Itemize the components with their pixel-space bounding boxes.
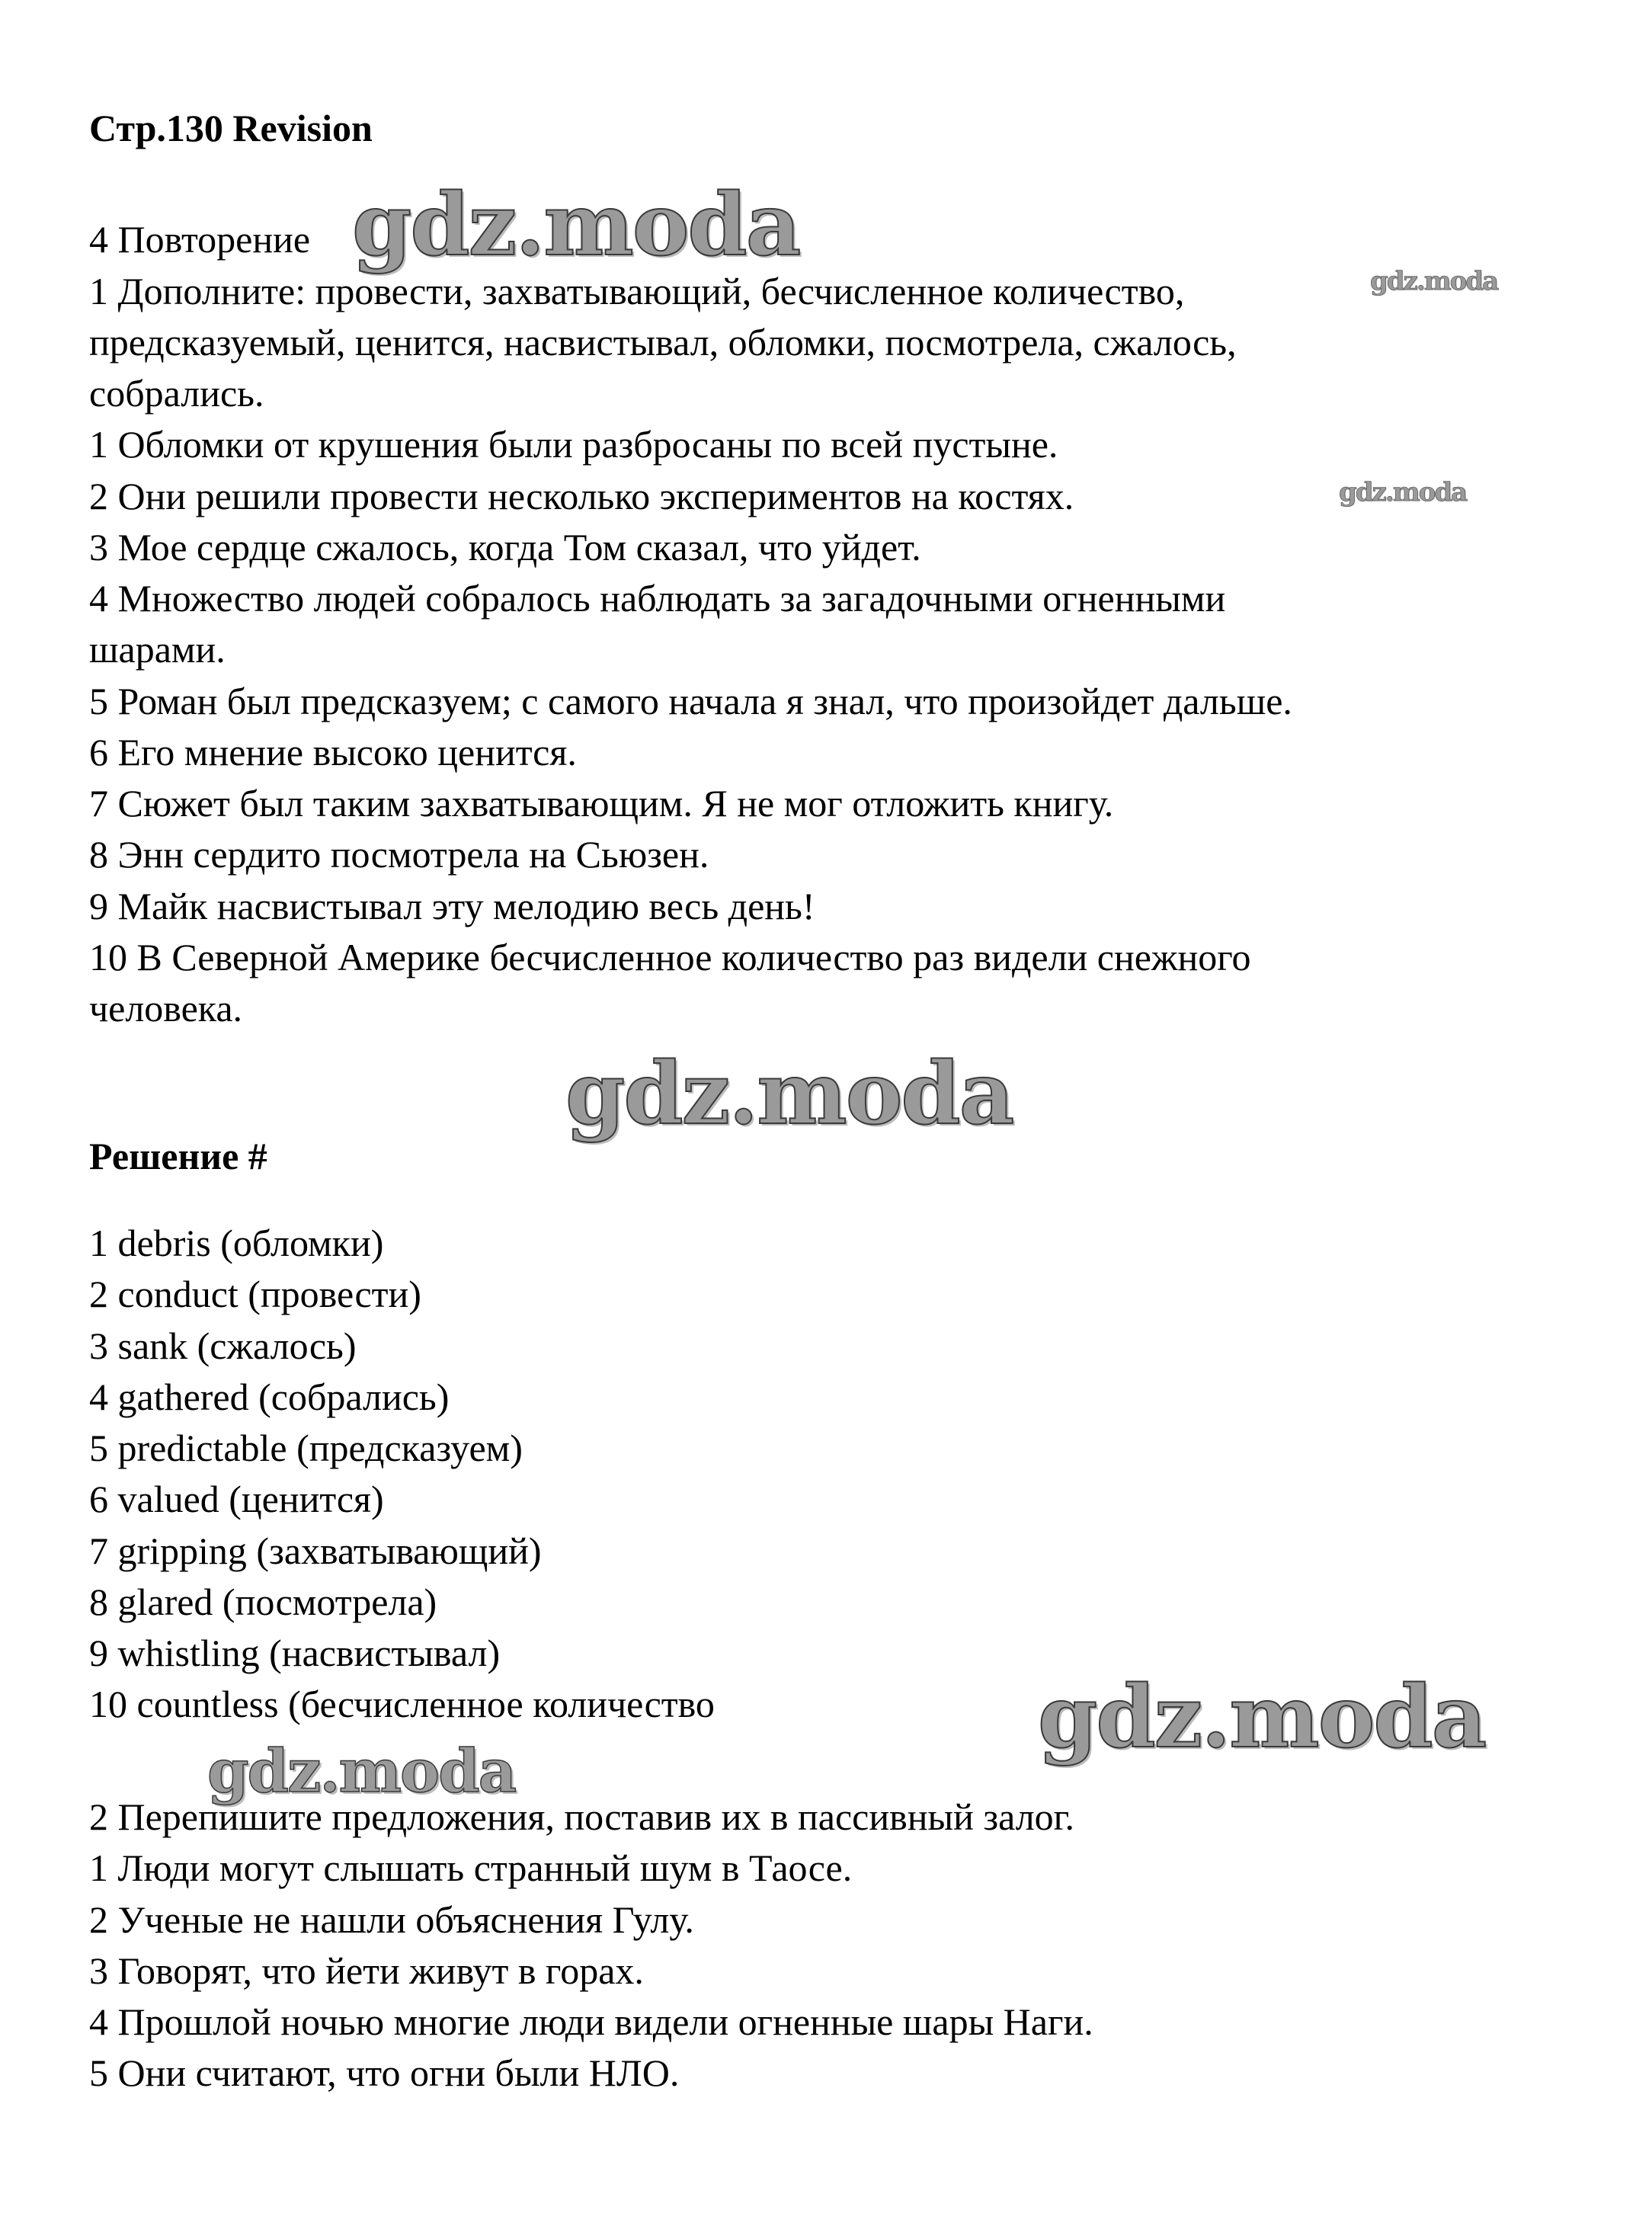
answer-item: 1 debris (обломки): [89, 1222, 384, 1264]
exercise2-sentence: 1 Люди могут слышать странный шум в Таосе.: [89, 1846, 853, 1889]
exercise2-sentence: 5 Они считают, что огни были НЛО.: [89, 2051, 680, 2094]
answer-item: 9 whistling (насвистывал): [89, 1632, 501, 1674]
exercise1-sentence: 5 Роман был предсказуем; с самого начала я знал, что произойдет дальше.: [89, 680, 1292, 722]
solution-heading: Решение #: [89, 1135, 267, 1177]
answer-item: 8 glared (посмотрела): [89, 1580, 437, 1623]
watermark-logo: gdz.moda: [565, 1044, 1013, 1144]
section-heading: 4 Повторение: [89, 218, 311, 261]
answer-item: 6 valued (ценится): [89, 1478, 384, 1520]
page-title: Стр.130 Revision: [89, 107, 373, 149]
exercise1-sentence: 9 Майк насвистывал эту мелодию весь день!: [89, 885, 815, 927]
watermark-logo: gdz.moda: [1370, 266, 1498, 296]
exercise1-sentence: 2 Они решили провести несколько экспериментов на костях.: [89, 475, 1074, 517]
answer-item: 4 gathered (собрались): [89, 1376, 450, 1418]
exercise1-sentence: 6 Его мнение высоко ценится.: [89, 731, 577, 773]
exercise1-sentence: 8 Энн сердито посмотрела на Сьюзен.: [89, 833, 709, 876]
exercise2-sentence: 4 Прошлой ночью многие люди видели огненные шары Наги.: [89, 2000, 1093, 2043]
watermark-logo: gdz.moda: [1339, 477, 1467, 508]
exercise2-instruction: 2 Перепишите предложения, поставив их в пассивный залог.: [89, 1795, 1075, 1838]
answer-item: 7 gripping (захватывающий): [89, 1529, 542, 1572]
exercise1-instruction-line: собрались.: [89, 372, 264, 415]
exercise1-sentence: 4 Множество людей собралось наблюдать за загадочными огненными: [89, 577, 1226, 620]
exercise1-sentence: человека.: [89, 987, 243, 1030]
exercise1-sentence: 3 Мое сердце сжалось, когда Том сказал, что уйдет.: [89, 526, 921, 568]
answer-item: 2 conduct (провести): [89, 1273, 421, 1315]
exercise1-sentence: 1 Обломки от крушения были разбросаны по всей пустыне.: [89, 423, 1058, 466]
watermark-logo: gdz.moda: [1038, 1667, 1486, 1767]
watermark-logo: gdz.moda: [352, 175, 800, 275]
watermark-logo: gdz.moda: [207, 1737, 516, 1806]
exercise1-sentence: 7 Сюжет был таким захватывающим. Я не мог отложить книгу.: [89, 782, 1114, 825]
answer-item: 3 sank (сжалось): [89, 1324, 357, 1367]
exercise1-instruction-line: 1 Дополните: провести, захватывающий, бесчисленное количество,: [89, 270, 1185, 312]
exercise1-sentence: шарами.: [89, 628, 226, 671]
exercise1-sentence: 10 В Северной Америке бесчисленное количество раз видели снежного: [89, 936, 1251, 978]
exercise1-instruction-line: предсказуемый, ценится, насвистывал, обломки, посмотрела, сжалось,: [89, 321, 1237, 363]
answer-item: 10 countless (бесчисленное количество: [89, 1683, 715, 1725]
exercise2-sentence: 3 Говорят, что йети живут в горах.: [89, 1949, 644, 1992]
answer-item: 5 predictable (предсказуем): [89, 1427, 523, 1469]
exercise2-sentence: 2 Ученые не нашли объяснения Гулу.: [89, 1898, 694, 1941]
